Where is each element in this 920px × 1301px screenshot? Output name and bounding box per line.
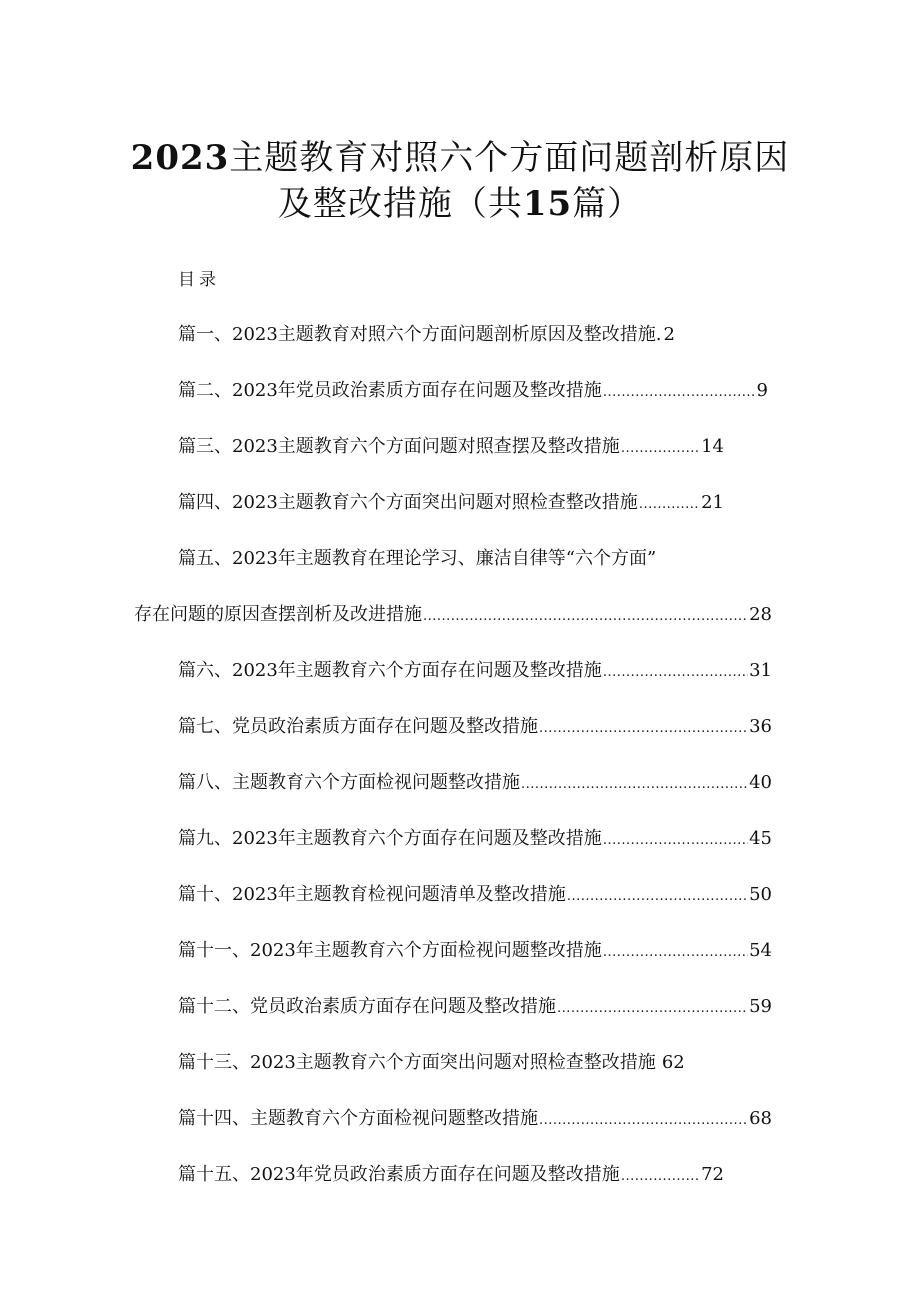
title-text-1: 主题教育对照六个方面问题剖析原因 — [229, 138, 790, 178]
toc-entry-page: 54 — [749, 940, 772, 961]
toc-entry[interactable] — [178, 1104, 772, 1134]
toc-entry[interactable] — [178, 992, 772, 1022]
toc-entry-page: 59 — [749, 996, 772, 1017]
toc-entry-continuation[interactable] — [134, 600, 772, 630]
toc-entry-title: 篇十三、2023主题教育六个方面突出问题对照检查整改措施 — [178, 1052, 656, 1073]
toc-entry-title: 篇六、2023年主题教育六个方面存在问题及整改措施 — [178, 660, 602, 681]
toc-leader — [603, 826, 748, 854]
toc-heading: 目录 — [178, 270, 220, 290]
toc-entry-title: 篇十一、2023年主题教育六个方面检视问题整改措施 — [178, 940, 602, 961]
toc-entry[interactable] — [178, 824, 772, 854]
toc-entry-page: 36 — [749, 716, 772, 737]
toc-entry-page: 45 — [749, 828, 772, 849]
toc-entry-title: 存在问题的原因查摆剖析及改进措施 — [134, 604, 422, 625]
toc-entry-page: 9 — [756, 380, 768, 401]
toc-leader — [567, 882, 748, 910]
toc-leader — [603, 938, 748, 966]
toc-entry-title: 篇九、2023年主题教育六个方面存在问题及整改措施 — [178, 828, 602, 849]
toc-leader — [423, 602, 748, 630]
toc-entry[interactable] — [178, 432, 724, 462]
toc-entry-title: 篇十二、党员政治素质方面存在问题及整改措施 — [178, 996, 556, 1017]
title-count: 15 — [522, 184, 573, 224]
title-year: 2023 — [130, 138, 230, 178]
toc-leader — [557, 994, 748, 1022]
toc-entry-page: 31 — [749, 660, 772, 681]
toc-entry-page: 72 — [701, 1164, 724, 1185]
title-text-2-pre: 及整改措施（共 — [277, 184, 523, 224]
toc-entry[interactable] — [178, 768, 772, 798]
toc-entry-page: 62 — [661, 1052, 685, 1073]
toc-entry-page: 2 — [663, 324, 675, 345]
toc-entry-title: 篇八、主题教育六个方面检视问题整改措施 — [178, 772, 520, 793]
toc-entry[interactable] — [178, 1048, 738, 1078]
toc-entry-title: 篇五、2023年主题教育在理论学习、廉洁自律等“六个方面” — [178, 548, 657, 569]
document-title-line-1 — [0, 136, 920, 180]
toc-entry[interactable] — [178, 320, 738, 350]
toc-entry[interactable] — [178, 656, 772, 686]
toc-entry[interactable] — [178, 712, 772, 742]
toc-leader — [639, 490, 700, 518]
toc-entry-page: 40 — [749, 772, 772, 793]
toc-leader — [621, 1162, 700, 1190]
toc-entry[interactable] — [178, 936, 772, 966]
toc-entry-page: 50 — [749, 884, 772, 905]
toc-entry-title: 篇一、2023主题教育对照六个方面问题剖析原因及整改措施. — [178, 324, 662, 345]
toc-entry-title: 篇七、党员政治素质方面存在问题及整改措施 — [178, 716, 538, 737]
title-text-2-post: 篇） — [572, 184, 643, 224]
toc-entry-title: 篇三、2023主题教育六个方面问题对照查摆及整改措施 — [178, 436, 620, 457]
toc-leader — [621, 434, 700, 462]
toc-entry-title: 篇十四、主题教育六个方面检视问题整改措施 — [178, 1108, 538, 1129]
toc-entry[interactable] — [178, 544, 758, 574]
toc-entry[interactable] — [178, 880, 772, 910]
toc-leader — [521, 770, 748, 798]
toc-entry-page: 21 — [701, 492, 724, 513]
toc-entry-title: 篇四、2023主题教育六个方面突出问题对照检查整改措施 — [178, 492, 638, 513]
toc-entry-page: 14 — [701, 436, 724, 457]
toc-entry[interactable] — [178, 376, 768, 406]
toc-entry-page: 68 — [749, 1108, 772, 1129]
document-title-line-2 — [0, 182, 920, 226]
toc-leader — [603, 378, 756, 406]
toc-entry-title: 篇十五、2023年党员政治素质方面存在问题及整改措施 — [178, 1164, 620, 1185]
toc-entry-page: 28 — [749, 604, 772, 625]
toc-entry-title: 篇十、2023年主题教育检视问题清单及整改措施 — [178, 884, 566, 905]
toc-entry[interactable] — [178, 1160, 724, 1190]
toc-leader — [539, 1106, 748, 1134]
toc-leader — [603, 658, 748, 686]
toc-entry-title: 篇二、2023年党员政治素质方面存在问题及整改措施 — [178, 380, 602, 401]
toc-entry[interactable] — [178, 488, 724, 518]
toc-leader — [539, 714, 748, 742]
